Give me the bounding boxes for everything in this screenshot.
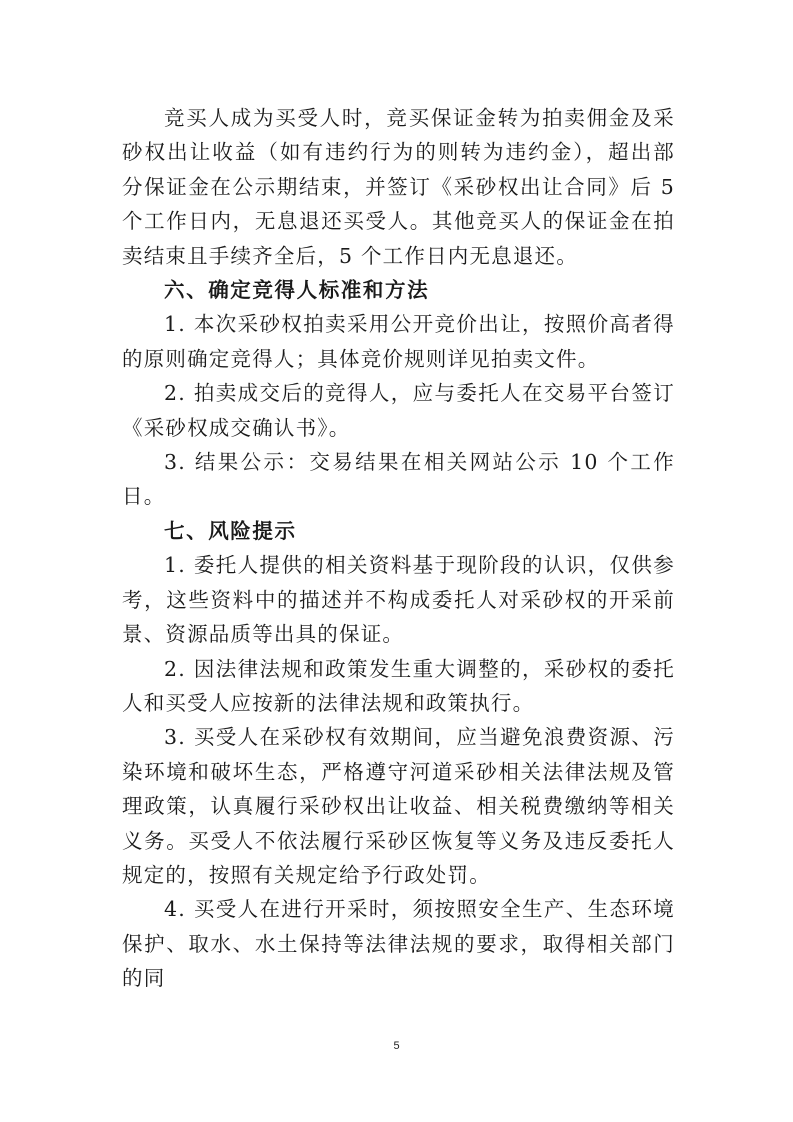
paragraph-risk-policy-change: 2. 因法律法规和政策发生重大调整的，采砂权的委托人和买受人应按新的法律法规和政策执行。 (122, 656, 675, 715)
paragraph-risk-materials: 1. 委托人提供的相关资料基于现阶段的认识，仅供参考，这些资料中的描述并不构成委托人对采砂权的开采前景、资源品质等出具的保证。 (122, 553, 675, 647)
document-body (122, 101, 675, 996)
paragraph-confirmation-signing: 2. 拍卖成交后的竞得人，应与委托人在交易平台签订《采砂权成交确认书》。 (122, 381, 675, 440)
section-heading-risk-notice: 七、风险提示 (164, 518, 297, 543)
paragraph-deposit-refund: 竞买人成为买受人时，竞买保证金转为拍卖佣金及采砂权出让收益（如有违约行为的则转为违约金），超出部分保证金在公示期结束，并签订《采砂权出让合同》后 5 个工作日内，无息退还买受人。其他竞买人的保证金在拍卖结束且手续齐全后，5 个工作日内无息退还。 (122, 106, 675, 268)
paragraph-bidding-method: 1. 本次采砂权拍卖采用公开竞价出让，按照价高者得的原则确定竞得人；具体竞价规则详见拍卖文件。 (122, 312, 675, 371)
paragraph-result-publicity: 3. 结果公示：交易结果在相关网站公示 10 个工作日。 (122, 450, 675, 509)
page-number: 5 (393, 1040, 400, 1052)
section-heading-winner-criteria: 六、确定竞得人标准和方法 (164, 278, 430, 303)
paragraph-risk-obligations: 3. 买受人在采砂权有效期间，应当避免浪费资源、污染环境和破坏生态，严格遵守河道采砂相关法律法规及管理政策，认真履行采砂权出让收益、相关税费缴纳等相关义务。买受人不依法履行采砂区恢复等义务及违反委托人规定的，按照有关规定给予行政处罚。 (122, 725, 675, 887)
paragraph-risk-safety: 4. 买受人在进行开采时，须按照安全生产、生态环境保护、取水、水土保持等法律法规的要求，取得相关部门的同 (122, 897, 675, 991)
